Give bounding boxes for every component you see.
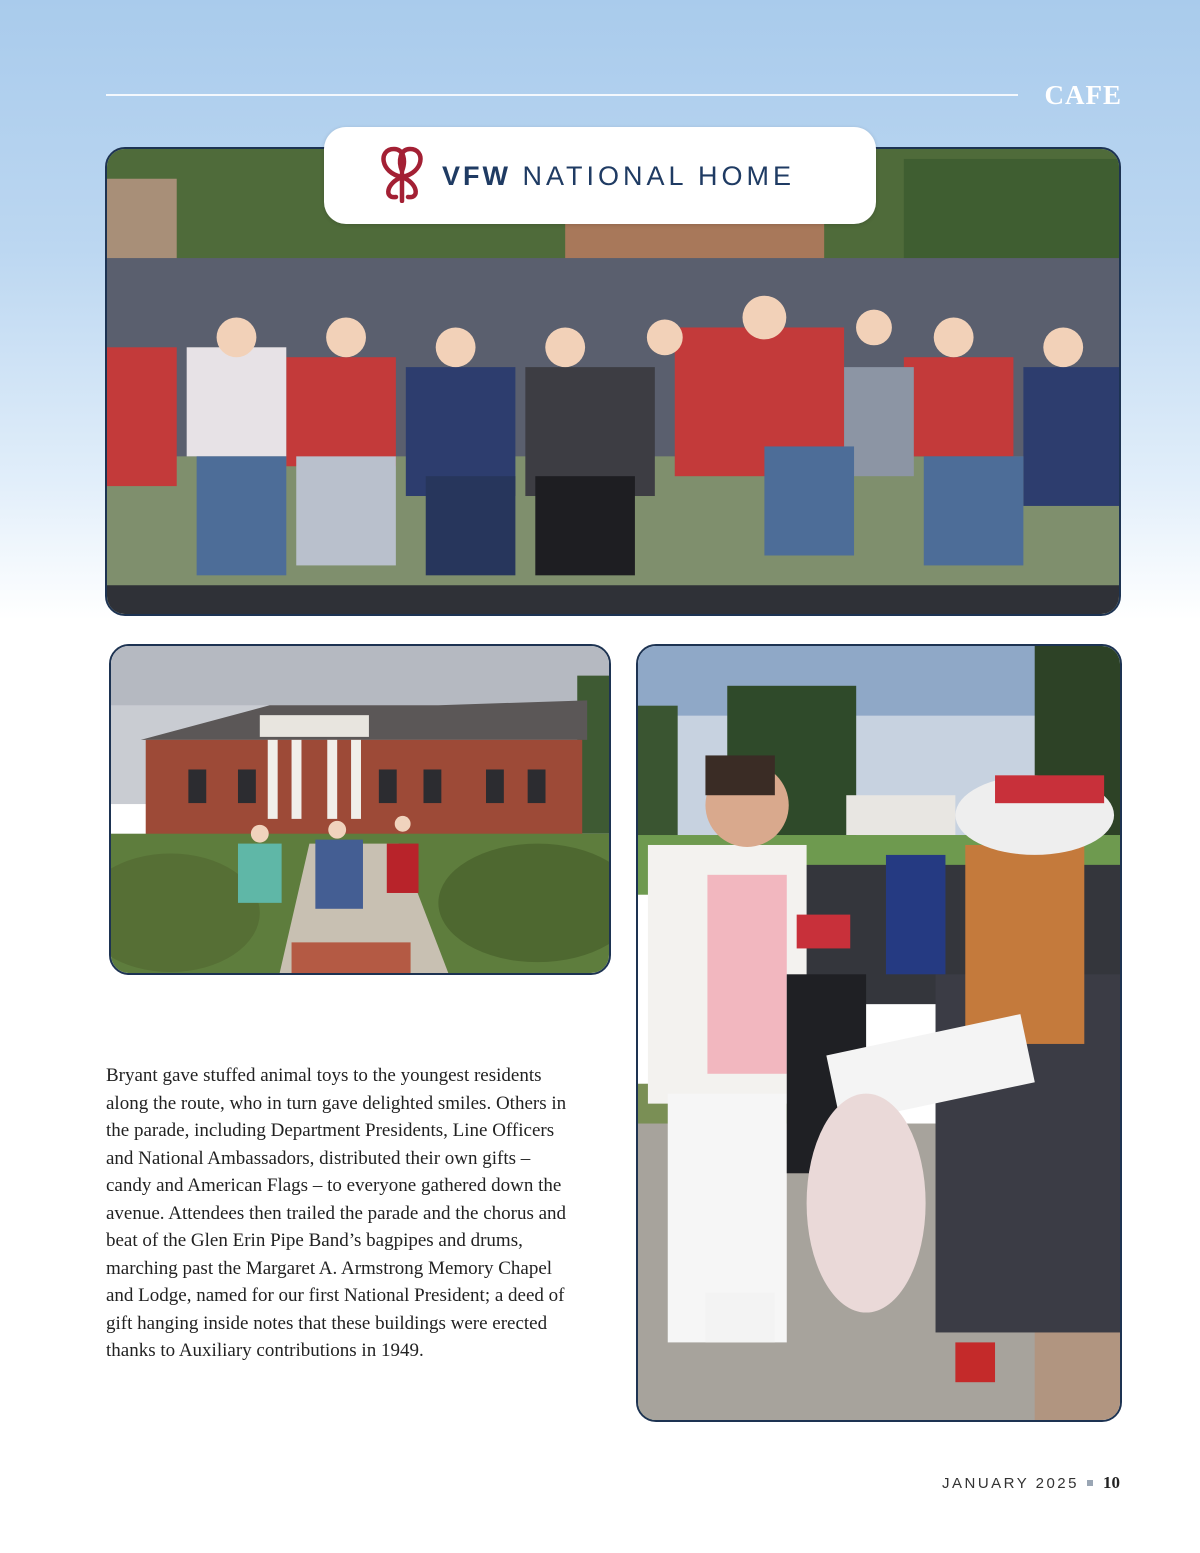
article-body bbox=[106, 1062, 576, 1365]
issue-date: JANUARY 2025 bbox=[941, 1475, 1079, 1492]
page-number: 10 bbox=[1103, 1473, 1120, 1492]
page-footer bbox=[942, 1473, 1120, 1493]
building-photo bbox=[109, 644, 611, 975]
logo-text bbox=[442, 161, 795, 192]
vfw-heart-icon bbox=[374, 143, 430, 203]
article-paragraph: Bryant gave stuffed animal toys to the youngest residents along the route, who in turn gave delighted smiles. Others in the parade, including Department Presidents, Line Officers and National Ambassadors, distributed their own gifts – candy and American Flags – to everyone gathered down the avenue. Attendees then trailed the parade and the chorus and beat of the Glen Erin Pipe Band’s bagpipes and drums, marching past the Margaret A. Armstrong Memory Chapel and Lodge, named for our first National President; a deed of gift hanging inside notes that these buildings were erected thanks to Auxiliary contributions in 1949. bbox=[106, 1065, 567, 1361]
header-rule bbox=[106, 94, 1018, 96]
logo-text-bold: VFW bbox=[442, 161, 511, 191]
section-label: CAFE bbox=[1044, 80, 1122, 110]
folio-separator bbox=[1087, 1480, 1093, 1486]
vfw-national-home-logo bbox=[324, 127, 876, 224]
handshake-photo bbox=[636, 644, 1122, 1422]
logo-text-rest: NATIONAL HOME bbox=[522, 161, 796, 191]
